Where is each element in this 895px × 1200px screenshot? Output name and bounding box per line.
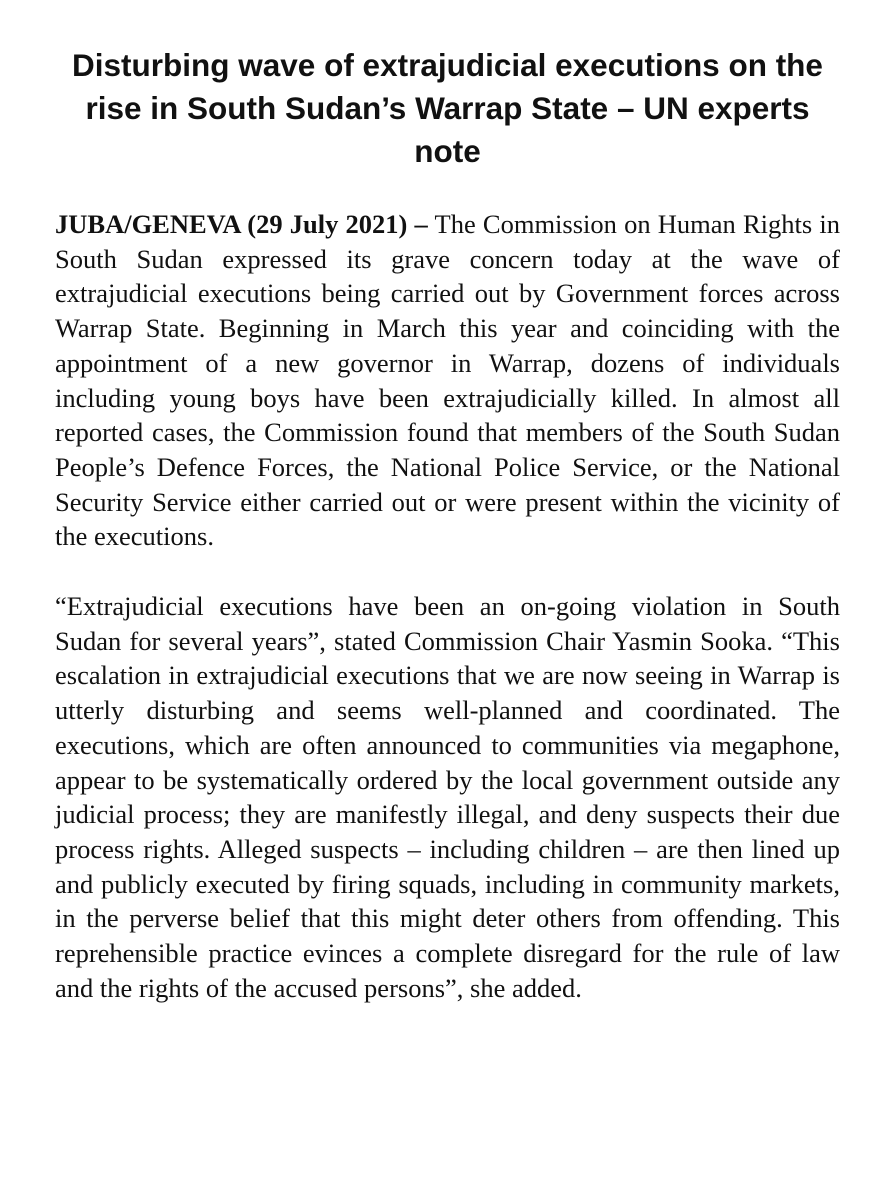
dateline: JUBA/GENEVA (29 July 2021) – (55, 209, 428, 239)
paragraph-2: “Extrajudicial executions have been an on-going violation in South Sudan for several years”, stated Commission Chair Yasmin Sooka. “This escalation in extrajudicial executions that we are now seeing in Warrap is utterly disturbing and seems well-planned and coordinated. The executions, which are often announced to communities via megaphone, appear to be systematically ordered by the local government outside any judicial process; they are manifestly illegal, and deny suspects their due process rights. Alleged suspects – including children – are then lined up and publicly executed by firing squads, including in community markets, in the perverse belief that this might deter others from offending. This reprehensible practice evinces a complete disregard for the rule of law and the rights of the accused persons”, she added. (55, 591, 840, 1003)
paragraph-1-text: The Commission on Human Rights in South Sudan expressed its grave concern today at the wave of extrajudicial executions being carried out by Government forces across Warrap State. Beginning in March this year and coinciding with the appointment of a new governor in Warrap, dozens of individuals including young boys have been extrajudicially killed. In almost all reported cases, the Commission found that members of the South Sudan People’s Defence Forces, the National Police Service, or the National Security Service either carried out or were present within the vicinity of the executions. (55, 209, 840, 552)
document-page (55, 44, 840, 1005)
document-title: Disturbing wave of extrajudicial executions on the rise in South Sudan’s Warrap State – UN experts note (72, 47, 823, 169)
paragraph-1 (55, 207, 840, 554)
